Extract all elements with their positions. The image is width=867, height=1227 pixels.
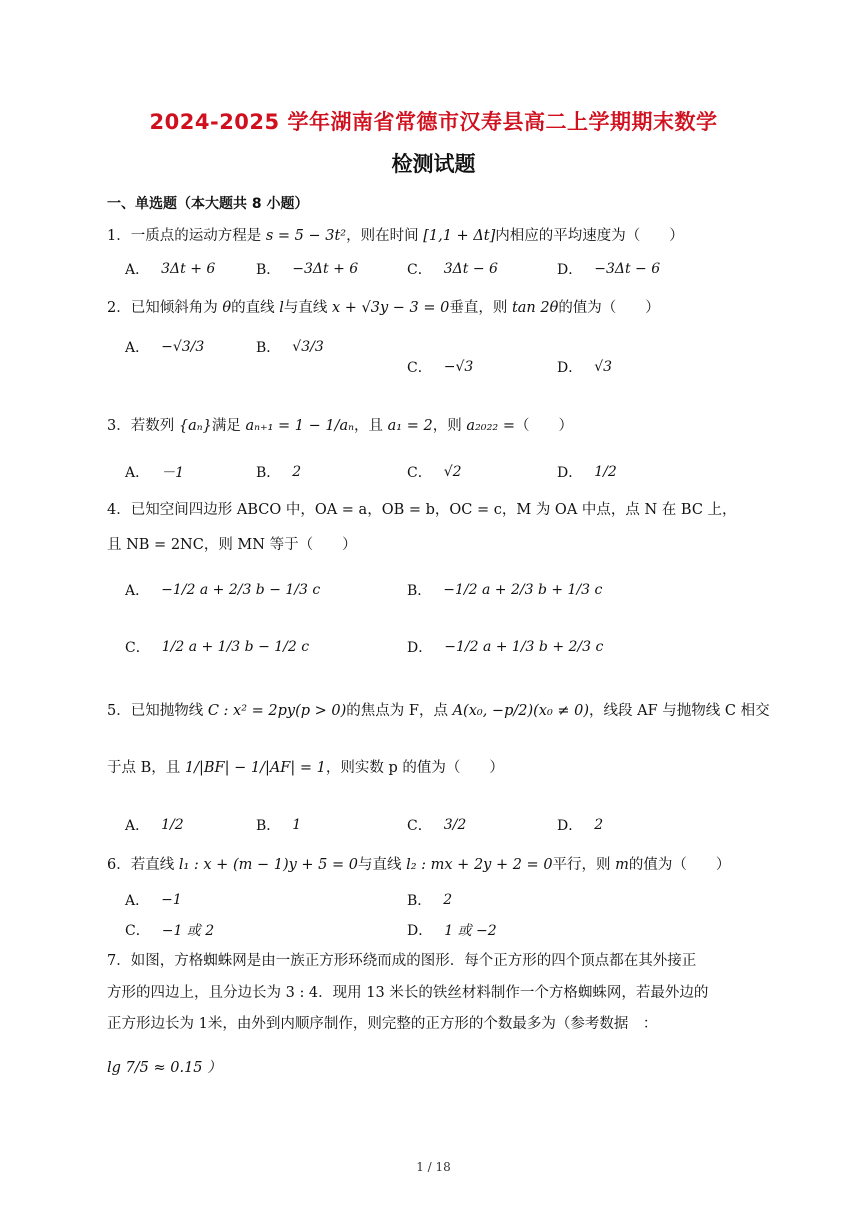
question-4-option-a: A． −1/2 a + 2/3 b − 1/3 c xyxy=(125,582,321,599)
question-1-option-b: B． −3Δt + 6 xyxy=(256,261,359,278)
question-2-option-d: D． √3 xyxy=(557,359,613,376)
question-6-option-c: C． −1 或 2 xyxy=(125,923,215,939)
question-7-stem-line2: 方形的四边上，且分边长为 3 : 4．现用 13 米长的铁丝材料制作一个方格蜘蛛网，若最外边的 xyxy=(107,985,709,1001)
question-5-stem-line2: 于点 B，且 1/|BF| − 1/|AF| = 1，则实数 p 的值为（ ） xyxy=(107,760,504,776)
question-6-option-a: A． −1 xyxy=(125,892,182,909)
question-2-option-c: C． −√3 xyxy=(407,359,474,376)
question-3-option-b: B． 2 xyxy=(256,464,302,481)
question-7-stem-line4: lg 7/5 ≈ 0.15 ） xyxy=(107,1060,222,1076)
question-3-option-a: A． －1 xyxy=(125,465,185,481)
question-1-option-a: A． 3Δt + 6 xyxy=(125,261,216,278)
question-4-option-d: D． −1/2 a + 1/3 b + 2/3 c xyxy=(407,639,604,656)
question-3-option-d: D． 1/2 xyxy=(557,464,617,481)
question-3-stem: 3．若数列 {aₙ}满足 aₙ₊₁ = 1 − 1/aₙ，且 a₁ = 2，则 a₂₀₂₂ =（ ） xyxy=(107,418,573,434)
question-5-option-d: D． 2 xyxy=(557,817,604,834)
question-4-option-b: B． −1/2 a + 2/3 b + 1/3 c xyxy=(407,582,603,599)
section-heading: 一、单选题（本大题共 8 小题） xyxy=(107,196,309,212)
question-2-option-a: A． −√3/3 xyxy=(125,339,205,356)
question-4-option-c: C． 1/2 a + 1/3 b − 1/2 c xyxy=(125,639,310,656)
question-1-stem: 1．一质点的运动方程是 s = 5 − 3t²，则在时间 [1,1 + Δt]内相应的平均速度为（ ） xyxy=(107,228,684,244)
question-1-option-d: D． −3Δt − 6 xyxy=(557,261,661,278)
question-7-stem-line1: 7．如图，方格蜘蛛网是由一族正方形环绕而成的图形．每个正方形的四个顶点都在其外接正 xyxy=(107,953,697,969)
question-3-option-c: C． √2 xyxy=(407,464,462,481)
page-number: 1 / 18 xyxy=(416,1160,451,1174)
question-4-stem-line2: 且 NB = 2NC，则 MN 等于（ ） xyxy=(107,537,357,553)
question-2-option-b: B． √3/3 xyxy=(256,339,324,356)
exam-title-line2: 检测试题 xyxy=(391,152,476,176)
question-6-option-d: D． 1 或 −2 xyxy=(407,923,497,939)
question-4-stem-line1: 4．已知空间四边形 ABCO 中，OA = a，OB = b，OC = c，M 为 OA 中点，点 N 在 BC 上， xyxy=(107,502,737,518)
question-2-stem: 2．已知倾斜角为 θ的直线 l与直线 x + √3y − 3 = 0垂直，则 tan 2θ的值为（ ） xyxy=(107,300,660,316)
question-5-option-c: C． 3/2 xyxy=(407,817,467,834)
exam-title-line1: 2024-2025 学年湖南省常德市汉寿县高二上学期期末数学 xyxy=(149,110,718,134)
question-5-option-a: A． 1/2 xyxy=(125,817,184,834)
question-1-option-c: C． 3Δt − 6 xyxy=(407,261,498,278)
question-6-option-b: B． 2 xyxy=(407,892,453,909)
question-6-stem: 6．若直线 l₁ : x + (m − 1)y + 5 = 0与直线 l₂ : mx + 2y + 2 = 0平行，则 m的值为（ ） xyxy=(107,857,731,873)
question-7-stem-line3: 正方形边长为 1米，由外到内顺序制作，则完整的正方形的个数最多为（参考数据 ： xyxy=(107,1016,658,1032)
question-5-stem-line1: 5．已知抛物线 C : x² = 2py(p > 0)的焦点为 F，点 A(x₀, −p/2)(x₀ ≠ 0)，线段 AF 与抛物线 C 相交 xyxy=(107,703,770,719)
question-5-option-b: B． 1 xyxy=(256,817,302,834)
